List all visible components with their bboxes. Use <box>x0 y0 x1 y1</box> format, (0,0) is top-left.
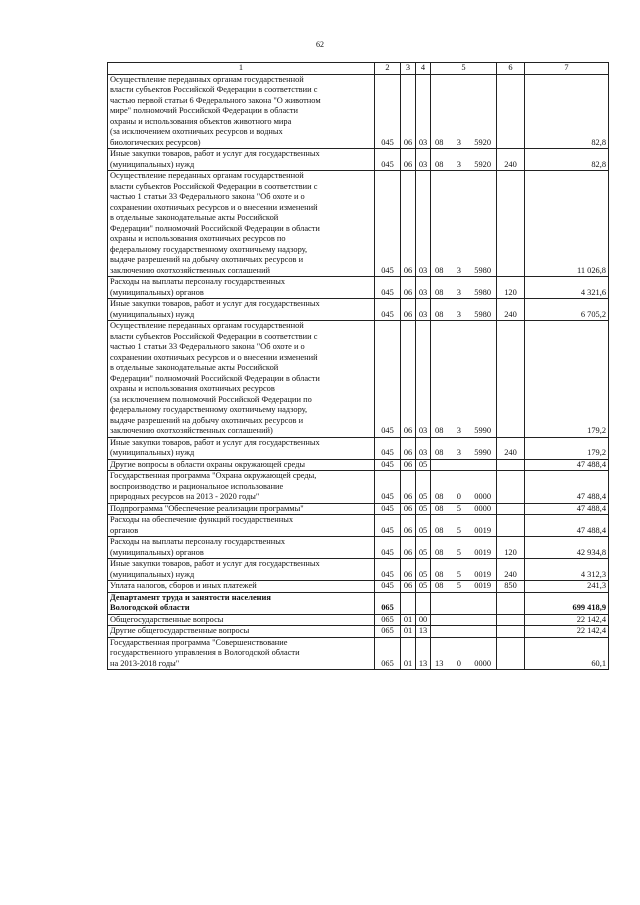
target-article-part: 0 <box>456 492 461 501</box>
amount-value: 82,8 <box>525 149 609 171</box>
column-number: 3 <box>401 63 416 75</box>
target-article-parts <box>433 581 494 592</box>
column-number: 5 <box>431 63 497 75</box>
target-article-part: 13 <box>435 658 444 668</box>
target-article-part: 08 <box>435 492 444 501</box>
expense-type-code: 240 <box>497 437 525 459</box>
target-article-part: 5920 <box>474 159 491 169</box>
target-article-code <box>431 537 497 559</box>
table-row <box>108 503 609 515</box>
target-article-parts <box>433 570 494 581</box>
subsection-code: 05 <box>416 471 431 504</box>
expense-item-name: Расходы на обеспечение функций государственных органов <box>108 515 375 537</box>
target-article-parts <box>433 526 494 537</box>
target-article-part: 5 <box>456 525 461 535</box>
expense-item-name: Общегосударственные вопросы <box>108 614 375 626</box>
section-code: 06 <box>401 515 416 537</box>
target-article-part: 0000 <box>474 492 491 501</box>
amount-value: 47 488,4 <box>525 503 609 515</box>
target-article-parts <box>433 288 494 299</box>
expense-item-name: Государственная программа "Совершенствование государственного управления в Вологодской области на 2013-2018 годы" <box>108 637 375 670</box>
section-code: 06 <box>401 503 416 515</box>
target-article-part: 0019 <box>474 525 491 535</box>
ministry-code: 045 <box>375 559 401 581</box>
table-row <box>108 149 609 171</box>
target-article-part: 08 <box>435 309 444 319</box>
section-code: 06 <box>401 277 416 299</box>
table-row <box>108 277 609 299</box>
section-code: 01 <box>401 626 416 638</box>
expense-item-name: Осуществление переданных органам государственной власти субъектов Российской Федерации в соответствии с частью первой статьи 6 Федерального закона "О животном мире" полномочий Российской Федерации в области охраны и использования объектов животного мира (за исключением охотничьих ресурсов и водных биологических ресурсов) <box>108 74 375 149</box>
ministry-code: 045 <box>375 459 401 471</box>
ministry-code: 045 <box>375 171 401 277</box>
ministry-code: 045 <box>375 537 401 559</box>
subsection-code: 13 <box>416 637 431 670</box>
amount-value: 4 321,6 <box>525 277 609 299</box>
section-code: 01 <box>401 614 416 626</box>
target-article-part: 0019 <box>474 581 491 590</box>
target-article-code <box>431 626 497 638</box>
target-article-code <box>431 503 497 515</box>
amount-value: 179,2 <box>525 321 609 438</box>
expense-type-code: 240 <box>497 149 525 171</box>
subsection-code: 05 <box>416 581 431 593</box>
subsection-code: 03 <box>416 171 431 277</box>
target-article-code <box>431 592 497 614</box>
target-article-part: 5980 <box>474 265 491 275</box>
amount-value: 47 488,4 <box>525 515 609 537</box>
column-number: 2 <box>375 63 401 75</box>
table-row <box>108 515 609 537</box>
target-article-part: 5 <box>456 569 461 579</box>
column-number: 4 <box>416 63 431 75</box>
column-number: 6 <box>497 63 525 75</box>
section-code: 06 <box>401 321 416 438</box>
ministry-code: 045 <box>375 471 401 504</box>
table-row <box>108 299 609 321</box>
table-row <box>108 171 609 277</box>
expense-item-name: Другие общегосударственные вопросы <box>108 626 375 638</box>
target-article-part: 0019 <box>474 547 491 557</box>
target-article-code <box>431 171 497 277</box>
target-article-parts <box>433 659 494 670</box>
section-code: 06 <box>401 149 416 171</box>
target-article-part: 5980 <box>474 309 491 319</box>
expense-type-code: 240 <box>497 299 525 321</box>
subsection-code: 05 <box>416 559 431 581</box>
expense-type-code: 120 <box>497 277 525 299</box>
ministry-code: 065 <box>375 592 401 614</box>
expense-item-name: Департамент труда и занятости населения Вологодской области <box>108 592 375 614</box>
target-article-part: 08 <box>435 287 444 297</box>
amount-value: 699 418,9 <box>525 592 609 614</box>
target-article-part: 5990 <box>474 426 491 435</box>
page-number: 62 <box>316 40 324 49</box>
section-code: 06 <box>401 299 416 321</box>
target-article-part: 5980 <box>474 287 491 297</box>
subsection-code: 13 <box>416 626 431 638</box>
target-article-parts <box>433 426 494 437</box>
section-code: 06 <box>401 437 416 459</box>
expense-type-code <box>497 459 525 471</box>
subsection-code: 03 <box>416 437 431 459</box>
target-article-part: 08 <box>435 159 444 169</box>
table-row <box>108 592 609 614</box>
ministry-code: 065 <box>375 626 401 638</box>
subsection-code: 05 <box>416 515 431 537</box>
amount-value: 179,2 <box>525 437 609 459</box>
target-article-part: 08 <box>435 569 444 579</box>
ministry-code: 065 <box>375 614 401 626</box>
target-article-part: 08 <box>435 503 444 513</box>
amount-value: 42 934,8 <box>525 537 609 559</box>
budget-table <box>107 62 609 670</box>
expense-type-code <box>497 592 525 614</box>
table-row <box>108 321 609 438</box>
ministry-code: 045 <box>375 299 401 321</box>
section-code: 06 <box>401 581 416 593</box>
target-article-code <box>431 581 497 593</box>
column-number: 1 <box>108 63 375 75</box>
subsection-code: 03 <box>416 299 431 321</box>
target-article-part: 3 <box>456 309 461 319</box>
target-article-code <box>431 637 497 670</box>
expense-item-name: Государственная программа "Охрана окружающей среды, воспроизводство и рациональное использование природных ресурсов на 2013 - 2020 годы" <box>108 471 375 504</box>
ministry-code: 065 <box>375 637 401 670</box>
amount-value: 4 312,3 <box>525 559 609 581</box>
target-article-code <box>431 321 497 438</box>
subsection-code: 03 <box>416 321 431 438</box>
expense-item-name: Расходы на выплаты персоналу государственных (муниципальных) органов <box>108 537 375 559</box>
amount-value: 22 142,4 <box>525 614 609 626</box>
target-article-part: 0019 <box>474 569 491 579</box>
target-article-part: 0000 <box>474 503 491 513</box>
table-row <box>108 471 609 504</box>
expense-item-name: Осуществление переданных органам государственной власти субъектов Российской Федерации в соответствии с частью 1 статьи 33 Федерального закона "Об охоте и о сохранении охотничьих ресурсов и о внесении изменений в отдельные законодательные акты Российской Федерации" полномочий Российской Федерации в области охраны и использования охотничьих ресурсов по федеральному государственному охотничьему надзору, выдаче разрешений на добычу охотничьих ресурсов и заключению охотхозяйственных соглашений <box>108 171 375 277</box>
column-number-row <box>108 63 609 75</box>
expense-type-code <box>497 614 525 626</box>
expense-type-code <box>497 171 525 277</box>
target-article-part: 3 <box>456 137 461 147</box>
expense-item-name: Другие вопросы в области охраны окружающей среды <box>108 459 375 471</box>
target-article-part: 5 <box>456 581 461 590</box>
target-article-code <box>431 299 497 321</box>
target-article-parts <box>433 160 494 171</box>
target-article-part: 3 <box>456 426 461 435</box>
target-article-code <box>431 559 497 581</box>
expense-item-name: Подпрограмма "Обеспечение реализации программы" <box>108 503 375 515</box>
expense-type-code: 240 <box>497 559 525 581</box>
table-row <box>108 437 609 459</box>
section-code: 06 <box>401 459 416 471</box>
table-row <box>108 537 609 559</box>
section-code: 06 <box>401 74 416 149</box>
ministry-code: 045 <box>375 74 401 149</box>
amount-value: 82,8 <box>525 74 609 149</box>
ministry-code: 045 <box>375 321 401 438</box>
target-article-part: 0 <box>456 658 461 668</box>
expense-type-code <box>497 637 525 670</box>
target-article-part: 08 <box>435 448 444 457</box>
target-article-part: 5990 <box>474 448 491 457</box>
target-article-part: 3 <box>456 448 461 457</box>
table-row <box>108 74 609 149</box>
target-article-part: 5 <box>456 503 461 513</box>
column-number: 7 <box>525 63 609 75</box>
table-row <box>108 559 609 581</box>
target-article-code <box>431 74 497 149</box>
target-article-code <box>431 277 497 299</box>
amount-value: 47 488,4 <box>525 459 609 471</box>
section-code: 06 <box>401 471 416 504</box>
target-article-parts <box>433 492 494 503</box>
target-article-code <box>431 515 497 537</box>
expense-type-code: 850 <box>497 581 525 593</box>
expense-item-name: Иные закупки товаров, работ и услуг для государственных (муниципальных) нужд <box>108 437 375 459</box>
expense-type-code <box>497 321 525 438</box>
ministry-code: 045 <box>375 149 401 171</box>
ministry-code: 045 <box>375 503 401 515</box>
target-article-part: 3 <box>456 265 461 275</box>
target-article-part: 5920 <box>474 137 491 147</box>
ministry-code: 045 <box>375 581 401 593</box>
amount-value: 47 488,4 <box>525 471 609 504</box>
table-row <box>108 581 609 593</box>
amount-value: 11 026,8 <box>525 171 609 277</box>
expense-item-name: Уплата налогов, сборов и иных платежей <box>108 581 375 593</box>
amount-value: 60,1 <box>525 637 609 670</box>
expense-item-name: Иные закупки товаров, работ и услуг для государственных (муниципальных) нужд <box>108 149 375 171</box>
target-article-part: 08 <box>435 426 444 435</box>
target-article-code <box>431 459 497 471</box>
expense-type-code <box>497 626 525 638</box>
subsection-code <box>416 592 431 614</box>
section-code: 06 <box>401 559 416 581</box>
target-article-code <box>431 471 497 504</box>
target-article-parts <box>433 504 494 515</box>
target-article-parts <box>433 138 494 149</box>
subsection-code: 05 <box>416 537 431 559</box>
table-row <box>108 459 609 471</box>
target-article-part: 08 <box>435 137 444 147</box>
subsection-code: 03 <box>416 277 431 299</box>
ministry-code: 045 <box>375 437 401 459</box>
table-row <box>108 637 609 670</box>
target-article-code <box>431 149 497 171</box>
ministry-code: 045 <box>375 515 401 537</box>
target-article-part: 08 <box>435 581 444 590</box>
subsection-code: 03 <box>416 149 431 171</box>
target-article-part: 3 <box>456 287 461 297</box>
target-article-parts <box>433 266 494 277</box>
expense-type-code: 120 <box>497 537 525 559</box>
target-article-code <box>431 614 497 626</box>
expense-item-name: Иные закупки товаров, работ и услуг для государственных (муниципальных) нужд <box>108 559 375 581</box>
subsection-code: 00 <box>416 614 431 626</box>
table-row <box>108 614 609 626</box>
target-article-part: 5 <box>456 547 461 557</box>
section-code <box>401 592 416 614</box>
section-code: 01 <box>401 637 416 670</box>
target-article-parts <box>433 310 494 321</box>
target-article-part: 08 <box>435 265 444 275</box>
target-article-part: 3 <box>456 159 461 169</box>
amount-value: 241,3 <box>525 581 609 593</box>
target-article-part: 08 <box>435 525 444 535</box>
expense-type-code <box>497 515 525 537</box>
expense-type-code <box>497 503 525 515</box>
expense-type-code <box>497 471 525 504</box>
expense-type-code <box>497 74 525 149</box>
budget-table-body <box>108 63 609 670</box>
expense-item-name: Иные закупки товаров, работ и услуг для государственных (муниципальных) нужд <box>108 299 375 321</box>
expense-item-name: Осуществление переданных органам государственной власти субъектов Российской Федерации в соответствии с частью 1 статьи 33 Федерального закона "Об охоте и о сохранении охотничьих ресурсов и о внесении изменений в отдельные законодательные акты Российской Федерации" полномочий Российской Федерации в области охраны и использования охотничьих ресурсов (за исключением полномочий Российской Федерации по федеральному государственному охотничьему надзору, выдаче разрешений на добычу охотничьих ресурсов и заключению охотхозяйственных соглашений) <box>108 321 375 438</box>
subsection-code: 05 <box>416 459 431 471</box>
target-article-part: 08 <box>435 547 444 557</box>
target-article-part: 0000 <box>474 658 491 668</box>
target-article-parts <box>433 448 494 459</box>
amount-value: 22 142,4 <box>525 626 609 638</box>
section-code: 06 <box>401 171 416 277</box>
section-code: 06 <box>401 537 416 559</box>
subsection-code: 03 <box>416 74 431 149</box>
table-row <box>108 626 609 638</box>
target-article-parts <box>433 548 494 559</box>
amount-value: 6 705,2 <box>525 299 609 321</box>
expense-item-name: Расходы на выплаты персоналу государственных (муниципальных) органов <box>108 277 375 299</box>
ministry-code: 045 <box>375 277 401 299</box>
subsection-code: 05 <box>416 503 431 515</box>
target-article-code <box>431 437 497 459</box>
